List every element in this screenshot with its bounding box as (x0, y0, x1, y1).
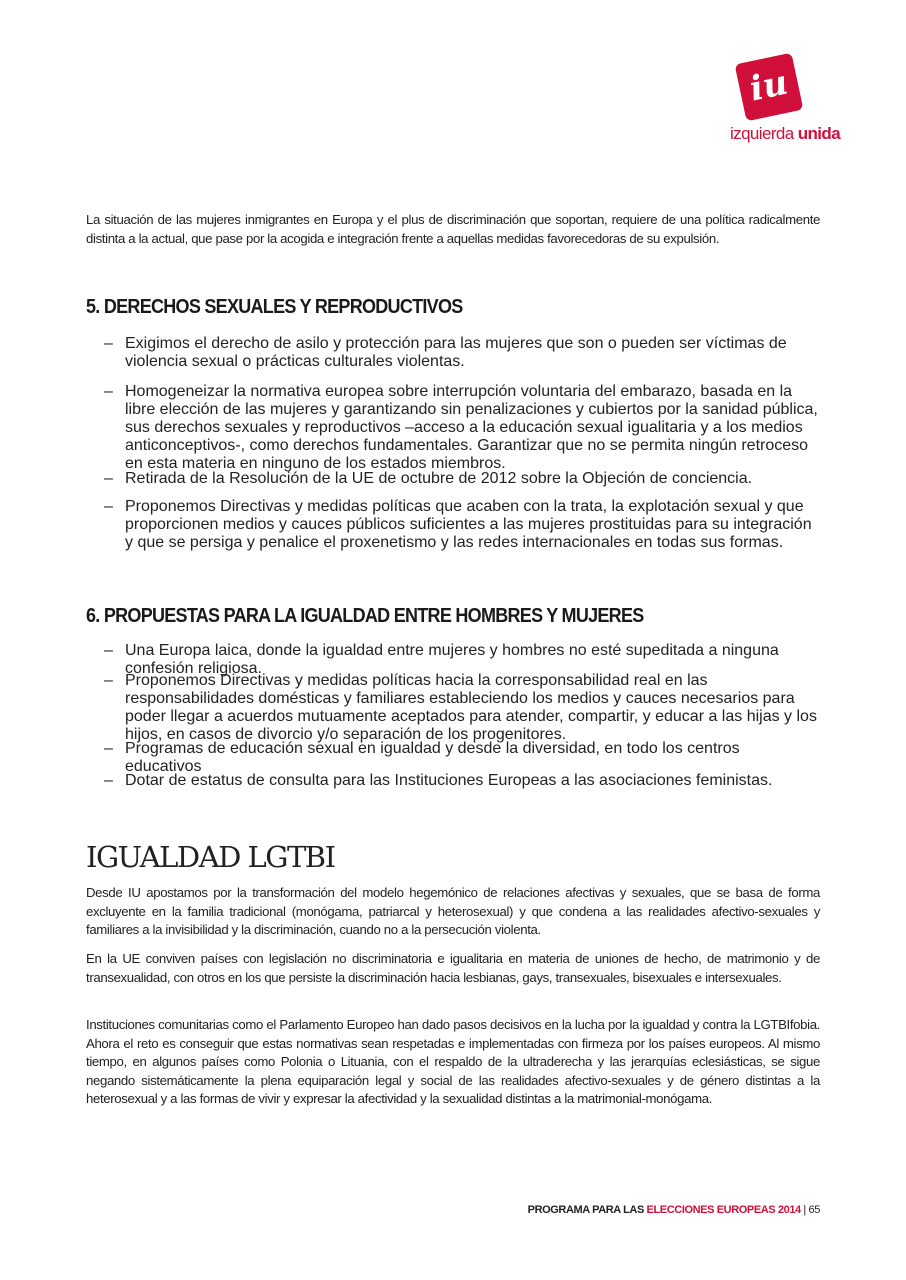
iu-logo-mark: iu (735, 53, 804, 122)
list-item: – Programas de educación sexual en igualdad y desde la diversidad, en todo los centros educativos (104, 740, 740, 775)
list-item: – Retirada de la Resolución de la UE de octubre de 2012 sobre la Objeción de conciencia. (104, 470, 753, 487)
lgtbi-paragraph: En la UE conviven países con legislación no discriminatoria e igualitaria en materia de uniones de hecho, de matrimonio y de transexualidad, con otros en los que persiste la discriminación hacia lesbianas, gays, transexuales, bisexuales e intersexuales. (86, 951, 820, 985)
lgtbi-heading: IGUALDAD LGTBI (86, 840, 335, 874)
page-number: | 65 (800, 1204, 820, 1216)
section-5-heading: 5. DERECHOS SEXUALES Y REPRODUCTIVOS (86, 296, 463, 318)
lgtbi-paragraph: Instituciones comunitarias como el Parlamento Europeo han dado pasos decisivos en la lucha por la igualdad y contra la LGTBIfobia. Ahora el reto es conseguir que estas normativas sean respetadas e implementadas con firmeza por los países europeos. Al mismo tiempo, en algunos países como Polonia o Lituania, con el respaldo de la ultraderecha y las jerarquías eclesiásticas, se sigue negando sistemáticamente la plena equiparación legal y social de las realidades afectivo-sexuales y de género distintas a la heterosexual y a las formas de vivir y expresar la afectividad y la sexualidad distintas a la matrimonial-monógama. (86, 1017, 820, 1107)
list-item: – Exigimos el derecho de asilo y protección para las mujeres que son o pueden ser víctimas de violencia sexual o prácticas culturales violentas. (104, 335, 787, 370)
list-item: – Proponemos Directivas y medidas políticas hacia la corresponsabilidad real en las responsabilidades domésticas y familiares estableciendo los medios y cauces necesarios para poder llegar a acuerdos mutuamente aceptados para atender, compartir, y educar a las hijas y los hijos, en casos de divorcio y/o separación de los progenitores. (104, 672, 817, 743)
footer-highlight: ELECCIONES EUROPEAS 2014 (646, 1204, 801, 1216)
list-item: – Dotar de estatus de consulta para las Instituciones Europeas a las asociaciones feministas. (104, 772, 773, 789)
intro-paragraph: La situación de las mujeres inmigrantes en Europa y el plus de discriminación que soportan, requiere de una política radicalmente distinta a la actual, que pase por la acogida e integración frente a aquellas medidas favorecedoras de su expulsión. (86, 212, 820, 246)
logo-wordmark: izquierda unida (730, 124, 841, 143)
footer-prefix: PROGRAMA PARA LAS (527, 1204, 647, 1216)
lgtbi-paragraph: Desde IU apostamos por la transformación del modelo hegemónico de relaciones afectivas y sexuales, que se basa de forma excluyente en la familia tradicional (monógama, patriarcal y heterosexual) y que condena a las realidades afectivo-sexuales y familiares a la invisibilidad y la discriminación, cuando no a la persecución violenta. (86, 885, 820, 938)
list-item: – Homogeneizar la normativa europea sobre interrupción voluntaria del embarazo, basada en la libre elección de las mujeres y garantizando sin penalizaciones y cubiertos por la sanidad pública, sus derechos sexuales y reproductivos –acceso a la educación sexual igualitaria y a los medios anticonceptivos-, como derechos fundamentales. Garantizar que no se permita ningún retroceso en esta materia en ninguno de los estados miembros. (104, 383, 818, 472)
list-item: – Una Europa laica, donde la igualdad entre mujeres y hombres no esté supeditada a ninguna confesión religiosa. (104, 642, 779, 677)
section-6-heading: 6. PROPUESTAS PARA LA IGUALDAD ENTRE HOMBRES Y MUJERES (86, 605, 644, 627)
page-footer (528, 1204, 820, 1216)
list-item: – Proponemos Directivas y medidas políticas que acaben con la trata, la explotación sexual y que proporcionen medios y cauces públicos suficientes a las mujeres prostituidas para su integración y que se persiga y penalice el proxenetismo y las redes internacionales en todas sus formas. (104, 498, 812, 551)
